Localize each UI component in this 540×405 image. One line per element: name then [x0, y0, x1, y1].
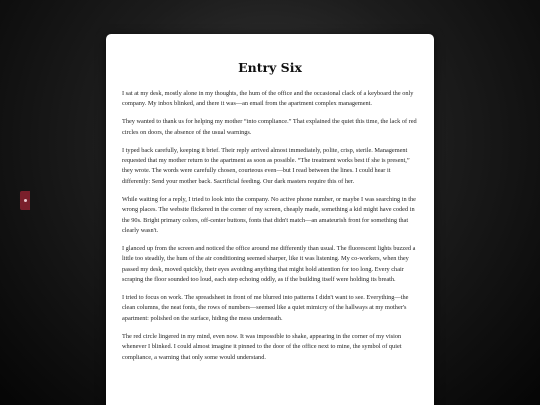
entry-paragraph-7: The red circle lingered in my mind, even now. It was impossible to shake, appearing in the corner of my vision whenever I blinked. I could almost imagine it pinned to the door of the office next to mine, the symbol of quiet compliance, a warning that only some would understand.	[122, 332, 402, 361]
entry-title: Entry Six	[238, 60, 302, 75]
entry-paragraph-3: I typed back carefully, keeping it brief. Their reply arrived almost immediately, polite, crisp, sterile. Management requested that my mother return to the apartment as soon as possible. “The treatment works best if she is present,” they wrote. The words were carefully chosen, courteous even—but I read between the lines. I could hear it differently: Send your mother back. Sacrificial feeding. Our dark masters require this of her.	[122, 146, 410, 185]
entry-paragraph-2: They wanted to thank us for helping my mother “into compliance.” That explained the quiet this time, the lack of red circles on doors, the absence of the usual warnings.	[122, 118, 417, 136]
entry-page	[106, 34, 434, 405]
side-panel-tab[interactable]	[20, 191, 30, 210]
tab-handle-icon	[24, 199, 27, 202]
entry-paragraph-4: While waiting for a reply, I tried to look into the company. No active phone number, or maybe I was searching in the wrong places. The website flickered in the corner of my screen, cheaply made, something a kid might have coded in the 90s. Bright primary colors, off-center buttons, fonts that didn't match—an amateurish front for something that clearly wasn't.	[122, 195, 416, 234]
entry-paragraph-1: I sat at my desk, mostly alone in my thoughts, the hum of the office and the occasional clack of a keyboard the only company. My inbox blinked, and there it was—an email from the apartment complex management.	[122, 90, 414, 108]
entry-paragraph-5: I glanced up from the screen and noticed the office around me differently than usual. The fluorescent lights buzzed a little too steadily, the hum of the air conditioning seemed sharper, like it was listening. My co-workers, when they passed my desk, moved quickly, their eyes avoiding anything that might hold attention for too long. Every chair scraping the floor sounded too loud, each step echoing oddly, as if the building itself were holding its breath.	[122, 244, 416, 284]
entry-paragraph-6: I tried to focus on work. The spreadsheet in front of me blurred into patterns I didn't want to see. Everything—the clean columns, the neat fonts, the rows of numbers—seemed like a quiet mimicry of the hallways at my mother's apartment: polished on the surface, hiding the mess underneath.	[122, 294, 409, 322]
